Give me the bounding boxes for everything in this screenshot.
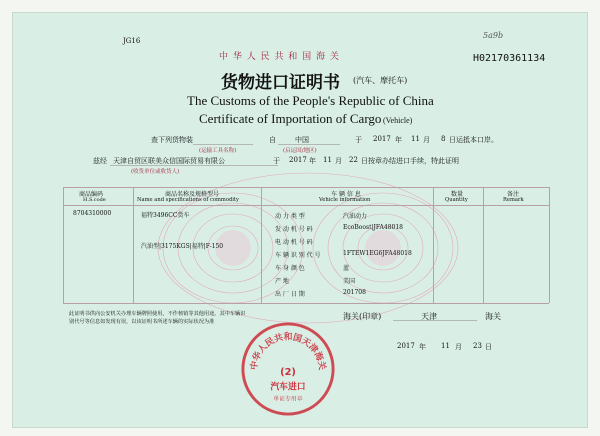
clearance-suffix: 日按章办结进口手续，特此证明 (361, 157, 459, 165)
vehicle-row-value: 蓝 (343, 265, 350, 272)
clearance-month-unit: 月 (335, 157, 342, 165)
consignee-company: 天津自贸区联美众信国际贸易有限公 (113, 157, 225, 165)
header-hs-code-cn: 商品编码 (79, 191, 104, 198)
certificate-number: H02170361134 (473, 53, 546, 64)
arrival-from: 自 (269, 136, 276, 144)
org-name-cn: 中 华 人 民 共 和 国 海 关 (219, 52, 340, 62)
handwritten-note: 5a9b (483, 31, 504, 40)
transport-subcaption: (运输工具名称) (199, 148, 237, 154)
header-hs-code-en: H.S.code (83, 197, 106, 203)
certificate (12, 12, 588, 428)
company-subcaption: (收货单位或收货人) (131, 169, 180, 175)
title-en-line2-suffix: (Vehicle) (383, 116, 413, 125)
vehicle-row-label: 动 力 类 型 (275, 213, 305, 220)
arrival-suffix: 日运抵本口岸。 (449, 136, 498, 144)
title-cn-suffix: (汽车、摩托车) (353, 76, 408, 85)
vehicle-row-label: 发 动 机 号 码 (275, 226, 313, 233)
vehicle-row-value: 美国 (343, 278, 356, 285)
form-code: JG16 (123, 37, 141, 45)
header-vehicle-en: Vehicle information (319, 197, 371, 203)
arrival-to: 于 (355, 136, 362, 144)
customs-seal-stamp-icon (239, 320, 337, 418)
issue-year-unit: 年 (419, 343, 426, 351)
seal-line1: 汽车进口 (270, 382, 306, 393)
arrival-day: 8 (441, 135, 446, 143)
vehicle-row-label: 电 动 机 号 码 (275, 239, 313, 246)
footer-note-line2: 别代号等信息如发现有误，以该证明书所述车辆的实际状况为准 (69, 319, 215, 325)
issue-day-unit: 日 (485, 343, 492, 351)
arrival-prefix: 查下列货物装 (151, 136, 193, 144)
seal-line2: 单证专用章 (273, 396, 303, 403)
seal-ring-text: 中华人民共和国天津海关 (249, 332, 327, 371)
vehicle-row-value: 汽油动力 (343, 213, 368, 220)
header-spec-cn: 商品名称及规格型号 (165, 191, 220, 198)
clearance-year: 2017 (289, 156, 307, 164)
svg-text:中华人民共和国天津海关 (247, 331, 328, 371)
vehicle-row-label: 车 身 颜 色 (275, 265, 305, 272)
header-remark-en: Remark (503, 197, 524, 203)
vehicle-row-value: 201708 (343, 289, 366, 296)
header-qty-cn: 数量 (451, 191, 464, 198)
origin-underline (278, 144, 340, 145)
arrival-month: 11 (411, 135, 420, 143)
clearance-year-unit: 年 (309, 157, 316, 165)
header-vehicle-cn: 车 辆 信 息 (331, 191, 361, 198)
clearance-day: 22 (349, 156, 358, 164)
transport-underline (193, 144, 253, 145)
vehicle-row-value: 1FTEW1EG6JFA48018 (343, 250, 412, 257)
vehicle-row-label: 出 厂 日 期 (275, 291, 305, 298)
title-en-line1: The Customs of the People's Republic of China (187, 93, 434, 108)
issue-year: 2017 (397, 342, 415, 350)
header-qty-en: Quantity (445, 197, 468, 203)
title-en-line2: Certificate of Importation of Cargo (199, 111, 382, 126)
hs-code-value: 8704310000 (73, 210, 112, 217)
issue-month-unit: 月 (455, 343, 462, 351)
vehicle-row-label: 车 辆 识 别 代 号 (275, 252, 321, 259)
issue-month: 11 (441, 342, 450, 350)
arrival-year-unit: 年 (395, 136, 402, 144)
customs-seal-label: 海关(印章) (343, 312, 382, 321)
spec-line2: 汽油型|3175KGS|福特|F-150 (141, 243, 224, 250)
title-cn: 货物进口证明书 (221, 73, 340, 93)
clearance-month: 11 (323, 156, 332, 164)
issue-day: 23 (473, 342, 482, 350)
header-spec-en: Name and specifications of commodity (137, 197, 239, 203)
clearance-on: 于 (273, 157, 280, 165)
origin-subcaption: (启运国/地区) (283, 148, 317, 154)
seal-number: (2) (280, 366, 296, 378)
clearance-prefix: 兹经 (93, 157, 107, 165)
header-remark-cn: 备注 (507, 191, 520, 198)
arrival-year: 2017 (373, 135, 391, 143)
arrival-month-unit: 月 (423, 136, 430, 144)
customs-suffix: 海关 (485, 312, 501, 321)
origin-country: 中国 (295, 136, 309, 144)
footer-note-line1: 此证明书供向公安机关办理车辆牌照使用，不作核销等其他用途。其中车辆识 (69, 311, 246, 317)
vehicle-row-label: 产 地 (275, 278, 289, 285)
customs-office: 天津 (421, 312, 437, 321)
vehicle-row-value: EcoBoost|JFA48018 (343, 224, 403, 231)
spec-line1: 福特3496CC货车 (141, 212, 190, 219)
